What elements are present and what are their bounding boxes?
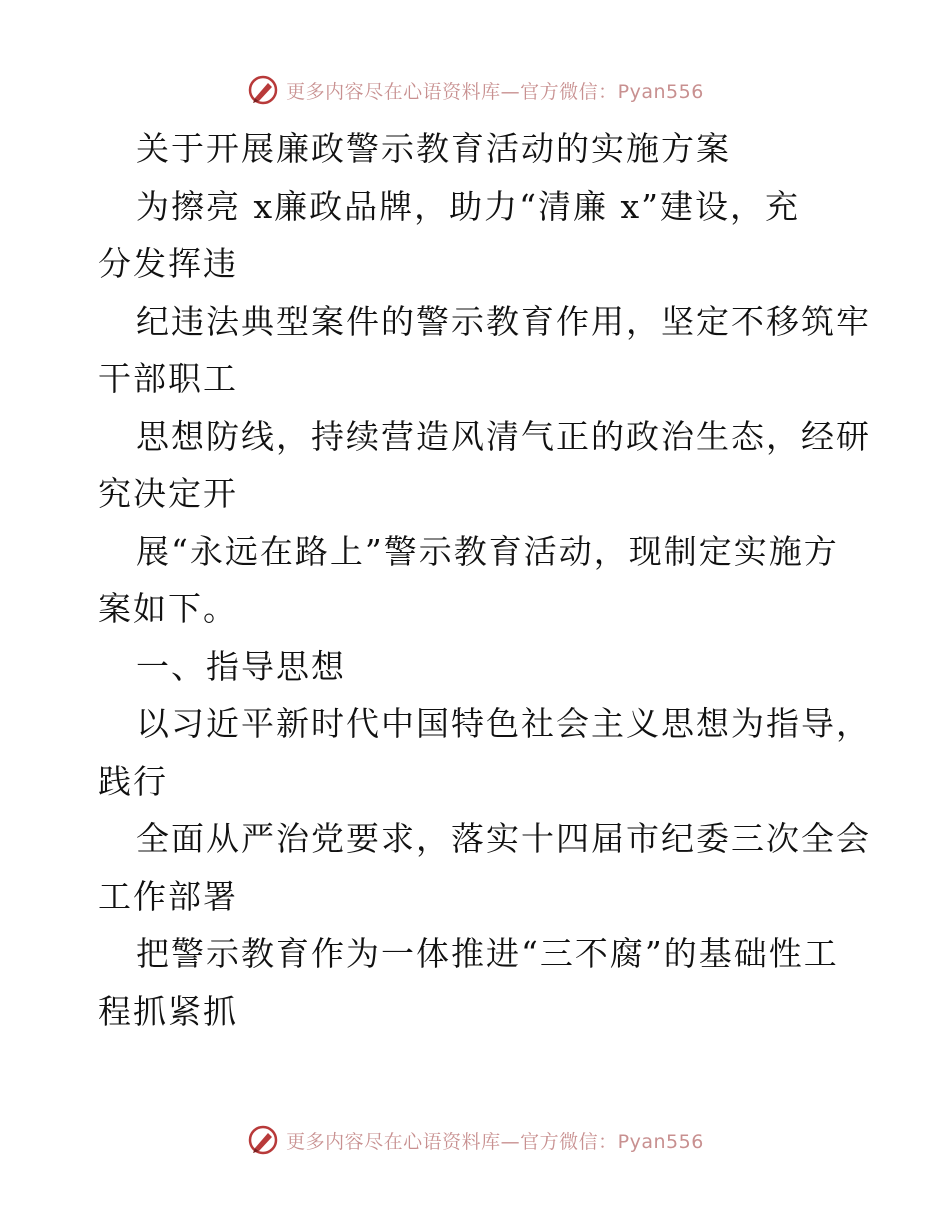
text-line: 以习近平新时代中国特色社会主义思想为指导， bbox=[136, 704, 871, 743]
text-line: 程抓紧抓 bbox=[98, 991, 238, 1031]
text-line: 干部职工 bbox=[98, 359, 238, 398]
text-line: 究决定开 bbox=[98, 474, 238, 513]
text-line: 案如下。 bbox=[98, 589, 238, 628]
text-line: 纪违法典型案件的警示教育作用，坚定不移筑牢 bbox=[136, 301, 871, 341]
text-line: 践行 bbox=[98, 761, 168, 801]
text-line: 思想防线，持续营造风清气正的政治生态，经研 bbox=[136, 416, 871, 456]
document-body bbox=[98, 120, 871, 1040]
pen-logo-icon bbox=[246, 73, 280, 107]
text-line: 把警示教育作为一体推进“三不腐”的基础性工 bbox=[136, 934, 839, 973]
footer-watermark bbox=[0, 1120, 950, 1160]
text-line: 分发挥违 bbox=[98, 244, 238, 283]
text-line: 展“永远在路上”警示教育活动，现制定实施方 bbox=[136, 531, 839, 571]
document-title: 关于开展廉政警示教育活动的实施方案 bbox=[136, 129, 731, 168]
text-line: 为擦亮 x廉政品牌，助力“清廉 x”建设，充 bbox=[136, 186, 800, 226]
header-watermark bbox=[0, 70, 950, 110]
text-line: 全面从严治党要求，落实十四届市纪委三次全会 bbox=[136, 819, 871, 858]
watermark-text: 更多内容尽在心语资料库—官方微信：Pyan556 bbox=[286, 80, 704, 103]
watermark-text: 更多内容尽在心语资料库—官方微信：Pyan556 bbox=[286, 1130, 704, 1153]
text-line: 工作部署 bbox=[98, 876, 238, 916]
text-line: 一、指导思想 bbox=[136, 646, 346, 686]
pen-logo-icon bbox=[246, 1123, 280, 1157]
